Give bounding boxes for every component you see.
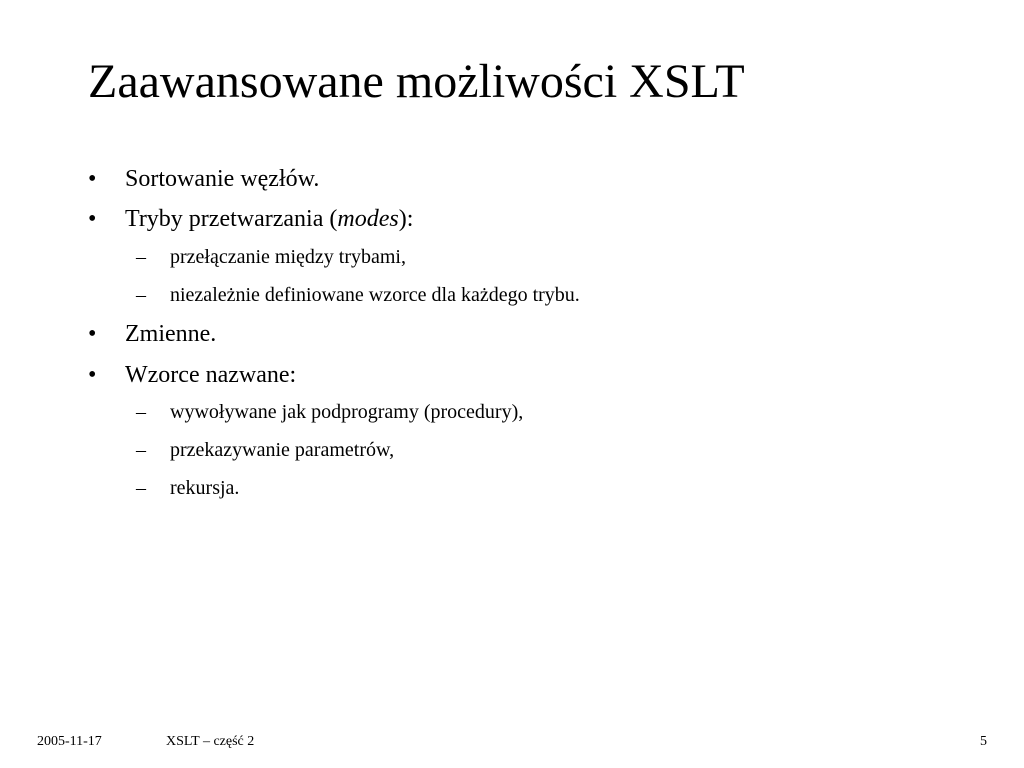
footer-date: 2005-11-17 [37, 734, 102, 749]
bullet-marker: • [88, 166, 97, 192]
list-item-text: Sortowanie węzłów. [125, 166, 320, 192]
dash-marker: – [136, 284, 146, 306]
slide-title: Zaawansowane możliwości XSLT [88, 55, 745, 108]
list-item-text: Wzorce nazwane: [125, 362, 297, 388]
sub-list-item-text: wywoływane jak podprogramy (procedury), [170, 401, 524, 423]
bullet-marker: • [88, 206, 97, 232]
bullet-marker: • [88, 321, 97, 347]
list-item-text-before: Tryby przetwarzania ( [125, 206, 338, 232]
dash-marker: – [136, 477, 146, 499]
sub-list-item-text: przełączanie między trybami, [170, 246, 406, 268]
dash-marker: – [136, 246, 146, 268]
list-item-text: Zmienne. [125, 321, 217, 347]
list-item-text-italic: modes [337, 206, 399, 232]
sub-list-item-text: przekazywanie parametrów, [170, 439, 395, 461]
list-item-text [125, 205, 413, 233]
footer-title: XSLT – część 2 [166, 734, 255, 749]
dash-marker: – [136, 439, 146, 461]
page-number: 5 [980, 734, 987, 749]
list-item-text-after: ): [398, 206, 414, 232]
bullet-marker: • [88, 362, 97, 388]
sub-list-item-text: niezależnie definiowane wzorce dla każdego trybu. [170, 284, 580, 306]
dash-marker: – [136, 401, 146, 423]
sub-list-item-text: rekursja. [170, 477, 240, 499]
